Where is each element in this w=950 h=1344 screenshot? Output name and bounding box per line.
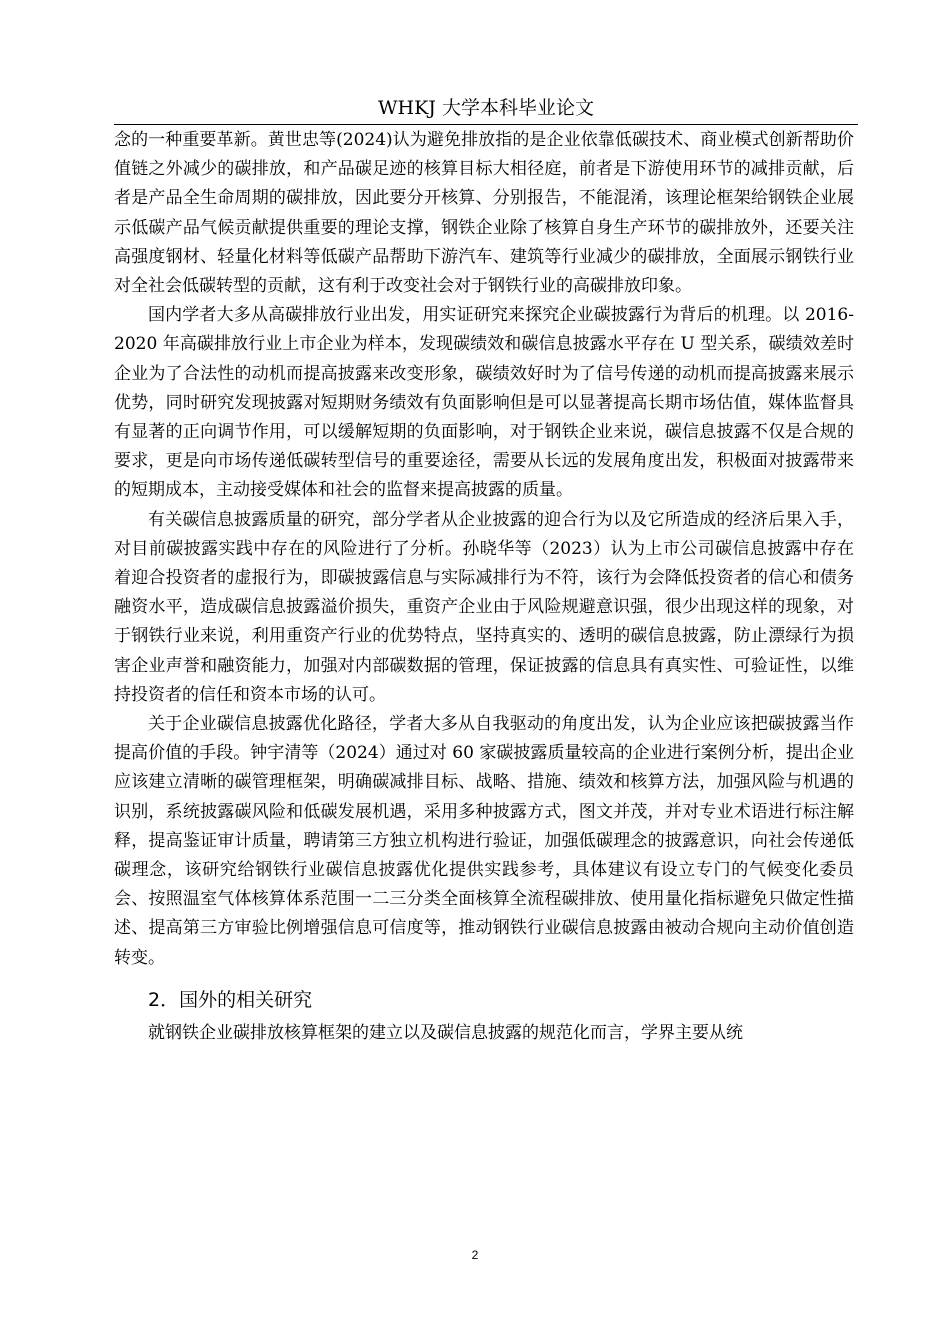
page-number: 2	[471, 1248, 479, 1262]
paragraph-2: 国内学者大多从高碳排放行业出发，用实证研究来探究企业碳披露行为背后的机理。以 2016-2020 年高碳排放行业上市企业为样本，发现碳绩效和碳信息披露水平存在 U 型关系，碳绩效差时企业为了合法性的动机而提高披露来改变形象，碳绩效好时为了信号传递的动机而提高披露来展示优势，同时研究发现披露对短期财务绩效有负面影响但是可以显著提高长期市场估值，媒体监督具有显著的正向调节作用，可以缓解短期的负面影响，对于钢铁企业来说，碳信息披露不仅是合规的要求，更是向市场传递低碳转型信号的重要途径，需要从长远的发展角度出发，积极面对披露带来的短期成本，主动接受媒体和社会的监督来提高披露的质量。	[114, 305, 854, 501]
paragraph-4: 关于企业碳信息披露优化路径，学者大多从自我驱动的角度出发，认为企业应该把碳披露当作提高价值的手段。钟宇清等（2024）通过对 60 家碳披露质量较高的企业进行案例分析，提出企业应该建立清晰的碳管理框架，明确碳减排目标、战略、措施、绩效和核算方法，加强风险与机遇的识别，系统披露碳风险和低碳发展机遇，采用多种披露方式，图文并茂，并对专业术语进行标注解释，提高鉴证审计质量，聘请第三方独立机构进行验证，加强低碳理念的披露意识，向社会传递低碳理念，该研究给钢铁行业碳信息披露优化提供实践参考，具体建议有设立专门的气候变化委员会、按照温室气体核算体系范围一二三分类全面核算全流程碳排放、使用量化指标避免只做定性描述、提高第三方审验比例增强信息可信度等，推动钢铁行业碳信息披露由被动合规向主动价值创造转变。	[114, 714, 854, 968]
section-heading: 2．国外的相关研究	[148, 988, 313, 1011]
paragraph-5: 就钢铁企业碳排放核算框架的建立以及碳信息披露的规范化而言，学界主要从统	[148, 1022, 743, 1043]
running-header: WHKJ 大学本科毕业论文	[114, 94, 858, 125]
paragraph-1: 念的一种重要革新。黄世忠等(2024)认为避免排放指的是企业依靠低碳技术、商业模式创新帮助价值链之外减少的碳排放，和产品碳足迹的核算目标大相径庭，前者是下游使用环节的减排贡献，后者是产品全生命周期的碳排放，因此要分开核算、分别报告，不能混淆，该理论框架给钢铁企业展示低碳产品气候贡献提供重要的理论支撑，钢铁企业除了核算自身生产环节的碳排放外，还要关注高强度钢材、轻量化材料等低碳产品帮助下游汽车、建筑等行业减少的碳排放，全面展示钢铁行业对全社会低碳转型的贡献，这有利于改变社会对于钢铁行业的高碳排放印象。	[114, 130, 854, 297]
body-text	[114, 126, 854, 1048]
paragraph-3: 有关碳信息披露质量的研究，部分学者从企业披露的迎合行为以及它所造成的经济后果入手，对目前碳披露实践中存在的风险进行了分析。孙晓华等（2023）认为上市公司碳信息披露中存在着迎合投资者的虚报行为，即碳披露信息与实际减排行为不符，该行为会降低投资者的信心和债务融资水平，造成碳信息披露溢价损失，重资产企业由于风险规避意识强，很少出现这样的现象，对于钢铁行业来说，利用重资产行业的优势特点，坚持真实的、透明的碳信息披露，防止漂绿行为损害企业声誉和融资能力，加强对内部碳数据的管理，保证披露的信息具有真实性、可验证性，以维持投资者的信任和资本市场的认可。	[114, 509, 854, 705]
